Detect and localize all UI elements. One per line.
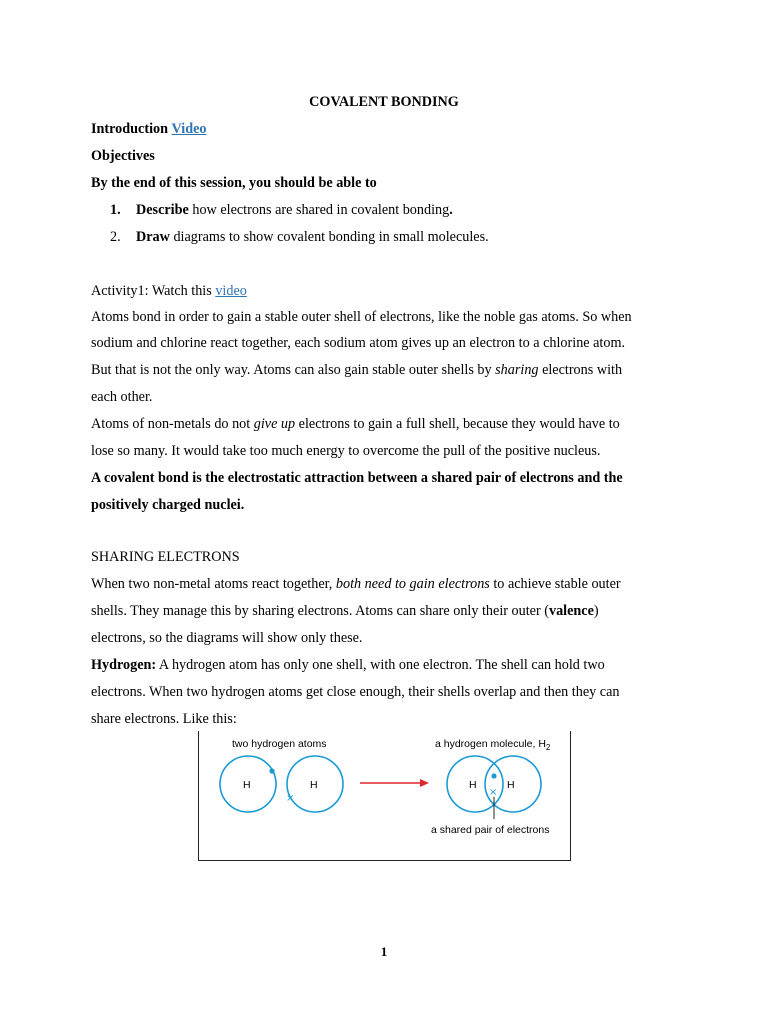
body-text: lose so many. It would take too much energy to overcome the pull of the positive nucleus. [91,443,601,459]
atom-symbol: H [243,779,251,791]
body-text: each other. [91,389,153,405]
body-text: electrons. When two hydrogen atoms get close enough, their shells overlap and then they can [91,684,620,700]
hydrogen-text: Hydrogen: A hydrogen atom has only one shell, with one electron. The shell can hold two [91,657,605,673]
section-heading: SHARING ELECTRONS [91,549,240,565]
molecule-label: a hydrogen molecule, $H_2$ [435,738,551,752]
diagram-svg [199,731,572,861]
body-text: Atoms bond in order to gain a stable outer shell of electrons, like the noble gas atoms. So when [91,309,632,325]
shared-pair-label: a shared pair of electrons [431,824,550,836]
objective-item: 1. Describe how electrons are shared in covalent bonding. [110,202,453,218]
arrow-head [420,779,429,787]
activity-line: Activity1: Watch this video [91,283,247,299]
definition-text: positively charged nuclei. [91,497,245,513]
body-text: shells. They manage this by sharing electrons. Atoms can share only their outer (valence) [91,603,599,619]
atom-symbol: H [310,779,318,791]
shared-electron-cross: × [489,787,498,798]
shared-electron-dot [491,773,496,778]
intro-label: Introduction [91,121,168,137]
body-text: But that is not the only way. Atoms can also gain stable outer shells by sharing electrons with [91,362,623,378]
hydrogen-bonding-diagram [198,731,571,861]
objectives-heading: Objectives [91,148,155,164]
objective-item: 2. Draw diagrams to show covalent bonding in small molecules. [110,229,489,245]
two-atoms-label: two hydrogen atoms [232,738,327,750]
atom-symbol: H [469,779,477,791]
body-text: sodium and chlorine react together, each sodium atom gives up an electron to a chlorine atom. [91,335,626,351]
page-number: 1 [380,944,388,959]
objectives-lead: By the end of this session, you should be able to [91,175,377,191]
body-text: share electrons. Like this: [91,711,237,727]
electron-cross: × [286,793,295,804]
intro-line [91,121,207,138]
page-title: COVALENT BONDING [309,94,459,110]
activity-video-link[interactable]: video [215,283,247,299]
body-text: When two non-metal atoms react together, both need to gain electrons to achieve stable outer [91,576,621,592]
hydrogen-label: Hydrogen: [91,657,157,673]
body-text: Atoms of non-metals do not give up electrons to gain a full shell, because they would have to [91,416,620,432]
electron-dot [269,768,274,773]
definition-text: A covalent bond is the electrostatic attraction between a shared pair of electrons and the [91,470,623,486]
body-text: electrons, so the diagrams will show only these. [91,630,363,646]
atom-symbol: H [507,779,515,791]
intro-video-link[interactable]: Video [171,121,207,137]
